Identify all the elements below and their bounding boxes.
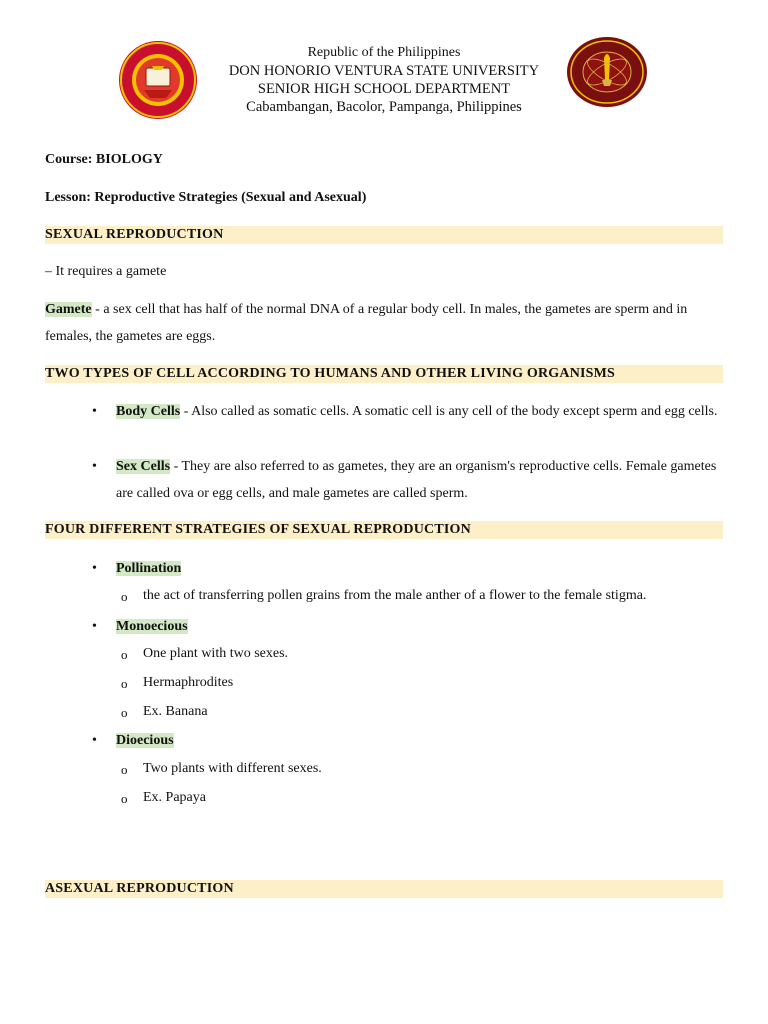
gamete-definition-text: - a sex cell that has half of the normal DNA of a regular body cell. In males, the gametes are sperm and in females, the gametes are eggs.	[45, 302, 688, 344]
sub-bullet-icon: o	[121, 791, 128, 806]
bullet-icon: •	[92, 733, 97, 748]
sub-bullet-icon: o	[121, 676, 128, 691]
section-sexual-reproduction	[45, 226, 723, 244]
list-item-monoecious	[116, 613, 721, 640]
dioecious-item: Ex. Papaya	[143, 790, 206, 805]
section-title: ASEXUAL REPRODUCTION	[45, 881, 234, 896]
monoecious-term: Monoecious	[116, 619, 188, 634]
header-republic: Republic of the Philippines	[307, 45, 461, 60]
list-item-dioecious	[116, 727, 721, 754]
section-four-strategies	[45, 521, 723, 539]
bullet-icon: •	[92, 561, 97, 576]
header-department: SENIOR HIGH SCHOOL DEPARTMENT	[257, 81, 511, 97]
list-item-pollination	[116, 555, 721, 582]
sub-bullet-icon: o	[121, 705, 128, 720]
sub-bullet-icon: o	[121, 762, 128, 777]
monoecious-item: Hermaphrodites	[143, 675, 234, 690]
monoecious-item: One plant with two sexes.	[143, 646, 289, 661]
list-item-sex-cells	[116, 453, 721, 507]
gamete-term: Gamete	[45, 302, 92, 317]
sub-bullet-icon: o	[121, 589, 128, 604]
sub-bullet-icon: o	[121, 647, 128, 662]
body-cells-term: Body Cells	[116, 404, 181, 419]
gamete-definition	[45, 296, 723, 350]
bullet-icon: •	[92, 459, 97, 474]
senior-high-school-logo	[566, 36, 648, 108]
sex-cells-term: Sex Cells	[116, 459, 171, 474]
document-header	[0, 44, 768, 116]
header-address: Cabambangan, Bacolor, Pampanga, Philippines	[246, 99, 522, 115]
pollination-term: Pollination	[116, 561, 182, 576]
bullet-icon: •	[92, 619, 97, 634]
section-asexual-reproduction	[45, 880, 723, 898]
monoecious-item: Ex. Banana	[143, 704, 208, 719]
body-cells-text: - Also called as somatic cells. A somatic cell is any cell of the body except sperm and egg cells.	[180, 404, 718, 419]
section-title: TWO TYPES OF CELL ACCORDING TO HUMANS AND OTHER LIVING ORGANISMS	[45, 366, 616, 381]
dioecious-term: Dioecious	[116, 733, 174, 748]
lesson-label: Lesson: Reproductive Strategies (Sexual and Asexual)	[45, 190, 367, 205]
section-title: SEXUAL REPRODUCTION	[45, 227, 224, 242]
sex-cells-text: - They are also referred to as gametes, they are an organism's reproductive cells. Female gametes are called ova or egg cells, and male gametes are called sperm.	[116, 459, 717, 501]
section-title: FOUR DIFFERENT STRATEGIES OF SEXUAL REPRODUCTION	[45, 522, 471, 537]
course-label: Course: BIOLOGY	[45, 152, 163, 167]
header-university: DON HONORIO VENTURA STATE UNIVERSITY	[228, 63, 540, 79]
section-two-types	[45, 365, 723, 383]
pollination-item: the act of transferring pollen grains from the male anther of a flower to the female stigma.	[143, 588, 647, 603]
dioecious-item: Two plants with different sexes.	[143, 761, 322, 776]
bullet-icon: •	[92, 404, 97, 419]
list-item-body-cells	[116, 398, 721, 425]
requires-gamete-text: – It requires a gamete	[45, 264, 167, 279]
